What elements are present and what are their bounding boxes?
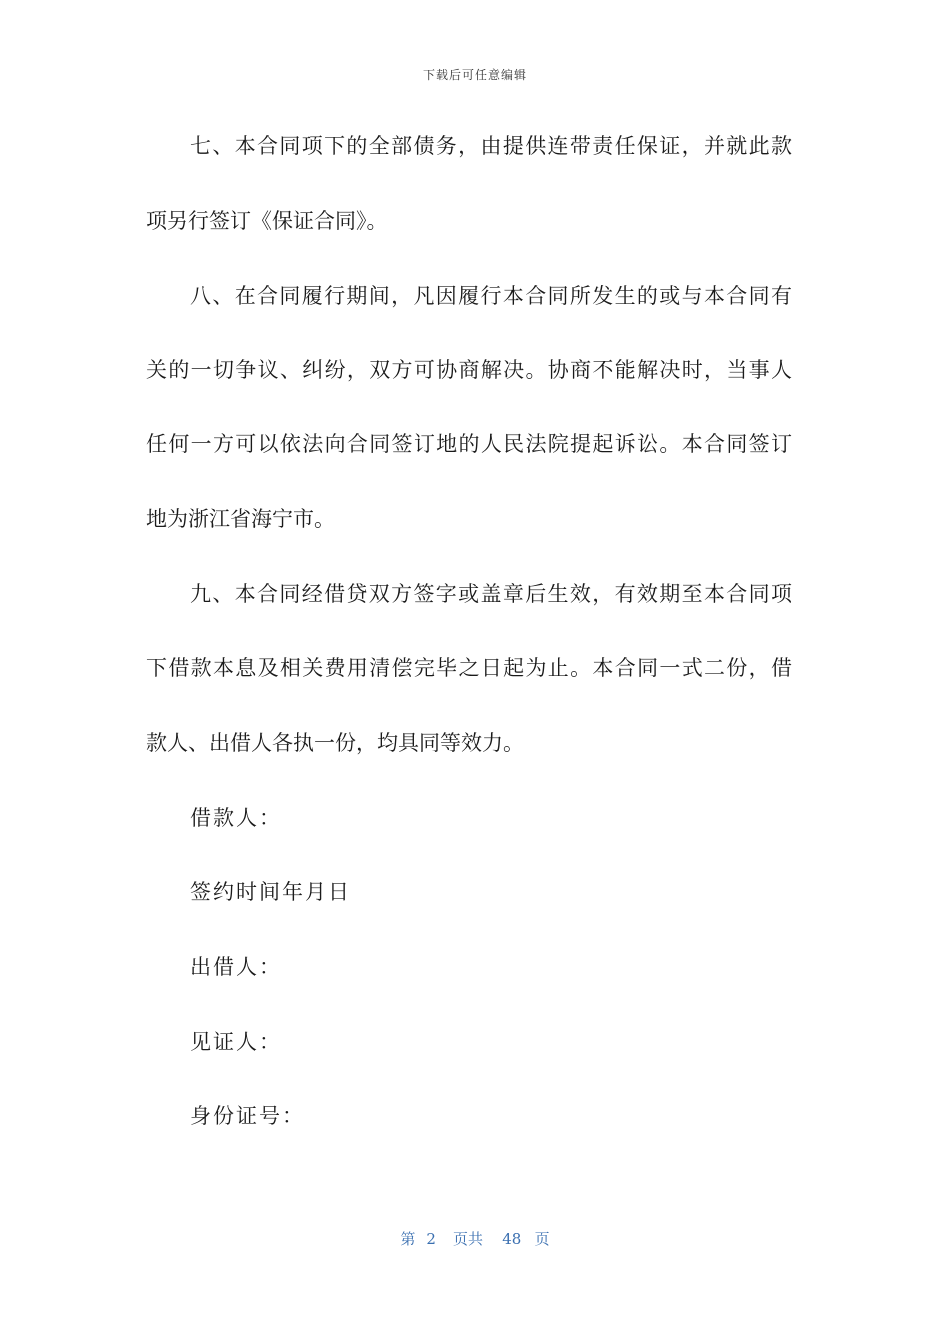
clause-9-line-2: 下借款本息及相关费用清偿完毕之日起为止。本合同一式二份，借 <box>146 656 792 680</box>
footer-middle: 页共 <box>452 1230 483 1248</box>
clause-8-line-3: 任何一方可以依法向合同签订地的人民法院提起诉讼。本合同签订 <box>146 432 792 456</box>
page-footer <box>0 1228 950 1249</box>
clause-8-line-1: 八、在合同履行期间，凡因履行本合同所发生的或与本合同有 <box>190 284 792 308</box>
clause-9-line-3: 款人、出借人各执一份，均具同等效力。 <box>146 731 524 755</box>
clause-7-line-1: 七、本合同项下的全部债务，由提供连带责任保证，并就此款 <box>190 134 792 158</box>
borrower-field: 借款人： <box>190 806 282 830</box>
clause-9-line-1: 九、本合同经借贷双方签字或盖章后生效，有效期至本合同项 <box>190 582 792 606</box>
clause-7-line-2: 项另行签订《保证合同》。 <box>146 209 388 233</box>
page-header: 下载后可任意编辑 <box>422 68 527 82</box>
clause-8-line-4: 地为浙江省海宁市。 <box>146 507 335 531</box>
sign-date-field: 签约时间年月日 <box>190 880 351 904</box>
footer-page-number: 2 <box>426 1230 436 1248</box>
footer-suffix: 页 <box>534 1230 550 1248</box>
witness-field: 见证人： <box>190 1030 282 1054</box>
clause-8-line-2: 关的一切争议、纠纷，双方可协商解决。协商不能解决时，当事人 <box>146 358 792 382</box>
id-number-field: 身份证号： <box>190 1104 305 1128</box>
lender-field: 出借人： <box>190 955 282 979</box>
footer-prefix: 第 <box>400 1230 416 1248</box>
footer-total-pages: 48 <box>502 1230 522 1248</box>
